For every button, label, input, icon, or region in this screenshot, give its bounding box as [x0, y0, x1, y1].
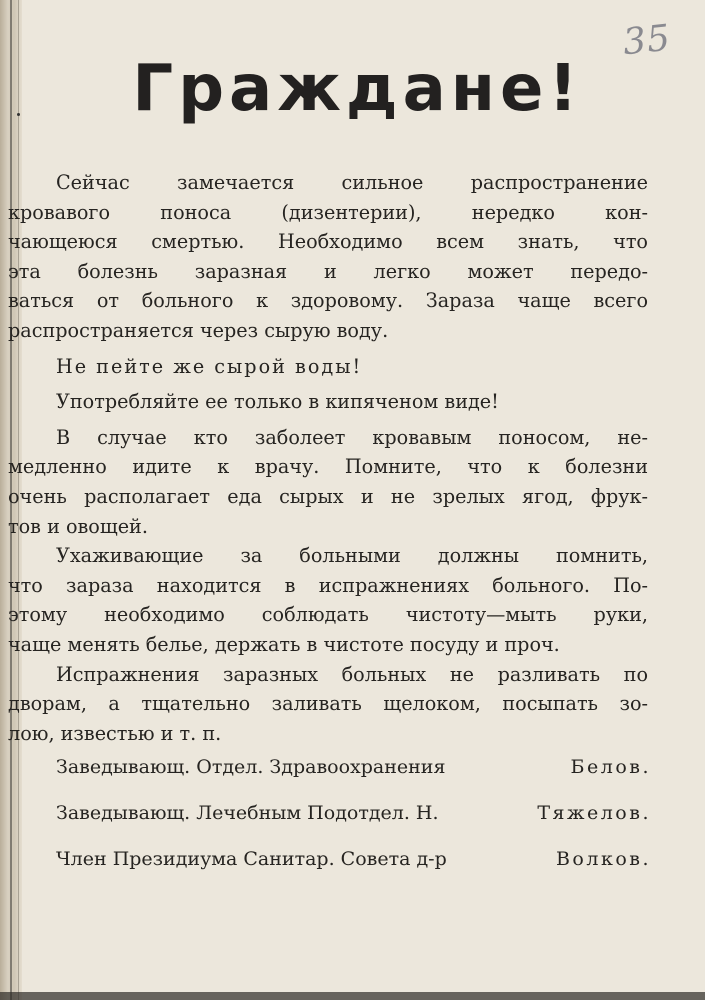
- text-line: В случае кто заболеет кровавым поносом, не-: [56, 425, 648, 449]
- text-line: что зараза находится в испражнениях больного. По-: [8, 573, 648, 597]
- text-line: чаще менять белье, держать в чистоте посуду и проч.: [8, 632, 560, 656]
- signature-line: [56, 848, 651, 876]
- text-line: распространяется через сырую воду.: [8, 318, 389, 342]
- text-line: медленно идите к врачу. Помните, что к болезни: [8, 455, 648, 479]
- signature-line: [56, 756, 651, 784]
- text-line: очень располагает еда сырых и не зрелых ягод, фрук-: [8, 484, 648, 508]
- signature-line: [56, 802, 651, 830]
- text-line: чающеюся смертью. Необходимо всем знать, что: [8, 230, 648, 254]
- page-bottom-edge: [0, 992, 705, 1000]
- text-line: лою, известью и т. п.: [8, 721, 222, 745]
- text-line: Сейчас замечается сильное распространение: [56, 171, 648, 194]
- signature-name: Тяжелов.: [537, 802, 651, 824]
- text-line-emphasis: Употребляйте ее только в кипяченом виде!: [56, 390, 499, 414]
- signature-position: Заведывающ. Лечебным Подотдел. Н.: [56, 802, 439, 824]
- text-line: Ухаживающие за больными должны помнить,: [56, 544, 648, 568]
- text-line: тов и овощей.: [8, 514, 148, 538]
- signature-name: Белов.: [570, 756, 651, 778]
- text-line: дворам, а тщательно заливать щелоком, посыпать зо-: [8, 692, 648, 716]
- handwritten-page-number: 35: [621, 17, 674, 64]
- text-line: ваться от больного к здоровому. Зараза чаще всего: [8, 289, 648, 313]
- text-line: эта болезнь заразная и легко может передо-: [8, 259, 648, 283]
- announcement-body: [8, 168, 648, 748]
- signature-block: [56, 756, 651, 894]
- signature-name: Волков.: [555, 848, 651, 870]
- page-title: Граждане!: [132, 52, 583, 126]
- text-line: Испражнения заразных больных не разливать по: [56, 662, 648, 686]
- text-line: этому необходимо соблюдать чистоту—мыть руки,: [8, 603, 648, 627]
- text-line: кровавого поноса (дизентерии), нередко кон-: [8, 200, 648, 224]
- text-line-emphasis: Не пейте же сырой воды!: [56, 354, 363, 378]
- signature-position: Заведывающ. Отдел. Здравоохранения: [56, 756, 446, 778]
- signature-position: Член Президиума Санитар. Совета д-р: [56, 848, 447, 870]
